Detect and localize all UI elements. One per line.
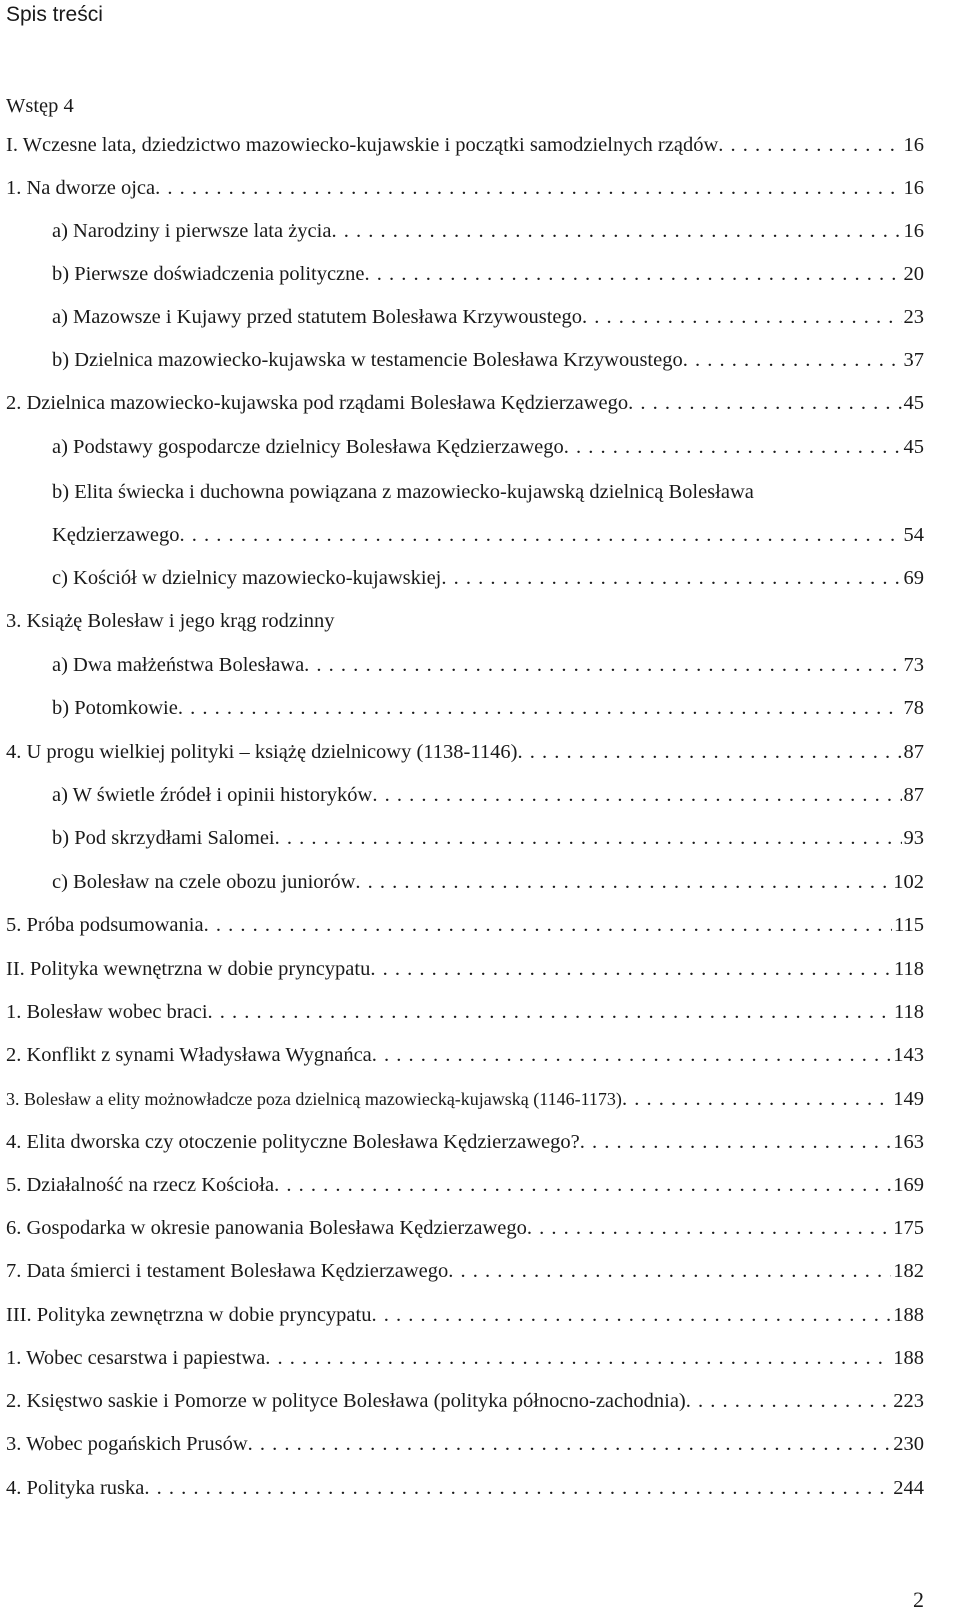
toc-entry-text: a) Podstawy gospodarcze dzielnicy Bolesława Kędzierzawego xyxy=(52,436,564,458)
toc-dot-leader xyxy=(265,1343,891,1373)
toc-entry xyxy=(6,1429,924,1459)
toc-entry-text: 2. Księstwo saskie i Pomorze w polityce Bolesława (polityka północno-zachodnia) xyxy=(6,1390,686,1412)
toc-entry-text: 4. Polityka ruska xyxy=(6,1477,145,1499)
toc-dot-leader xyxy=(686,1386,891,1416)
toc-entry-text: II. Polityka wewnętrzna w dobie pryncypatu xyxy=(6,958,371,980)
toc-entry-page: 118 xyxy=(894,1001,924,1023)
toc-dot-leader xyxy=(365,259,902,289)
toc-entry-intro: Wstęp 4 xyxy=(6,95,74,117)
toc-entry xyxy=(52,520,924,550)
toc-entry-text: 3. Bolesław a elity możnowładcze poza dzielnicą mazowiecką-kujawską (1146-1173) xyxy=(6,1089,622,1109)
toc-entry xyxy=(6,1473,924,1503)
toc-dot-leader xyxy=(683,345,902,375)
toc-entry-page: 87 xyxy=(903,784,924,806)
toc-entry-page: 73 xyxy=(903,654,924,676)
toc-entry-text: c) Bolesław na czele obozu juniorów xyxy=(52,871,356,893)
toc-entry-text: a) Mazowsze i Kujawy przed statutem Bolesława Krzywoustego xyxy=(52,306,582,328)
toc-dot-leader xyxy=(248,1429,892,1459)
toc-dot-leader xyxy=(564,432,902,462)
toc-entry xyxy=(6,737,924,767)
toc-entry-page: 230 xyxy=(893,1433,924,1455)
toc-entry-page: 20 xyxy=(903,263,924,285)
toc-entry-page: 102 xyxy=(893,871,924,893)
toc-entry xyxy=(6,1386,924,1416)
toc-entry-page: 143 xyxy=(893,1044,924,1066)
toc-entry-text: 2. Konflikt z synami Władysława Wygnańca xyxy=(6,1044,372,1066)
toc-entry xyxy=(6,606,924,636)
toc-entry-text: c) Kościół w dzielnicy mazowiecko-kujawskiej xyxy=(52,567,442,589)
toc-dot-leader xyxy=(448,1256,891,1286)
toc-dot-leader xyxy=(372,1040,891,1070)
toc-dot-leader xyxy=(155,173,901,203)
toc-entry xyxy=(52,432,924,462)
toc-dot-leader xyxy=(527,1213,891,1243)
toc-dot-leader xyxy=(372,780,901,810)
toc-entry xyxy=(6,1040,924,1070)
toc-entry-page: 188 xyxy=(893,1304,924,1326)
toc-entry-page: 175 xyxy=(893,1217,924,1239)
toc-entry xyxy=(52,302,924,332)
toc-entry xyxy=(52,823,924,853)
toc-entry-page: 163 xyxy=(893,1131,924,1153)
toc-entry xyxy=(52,345,924,375)
toc-entry-text: III. Polityka zewnętrzna w dobie pryncypatu xyxy=(6,1304,372,1326)
toc-entry-text: Kędzierzawego xyxy=(52,524,180,546)
toc-entry-text: b) Dzielnica mazowiecko-kujawska w testamencie Bolesława Krzywoustego xyxy=(52,349,683,371)
toc-dot-leader xyxy=(622,1084,891,1114)
toc-entry-page: 93 xyxy=(903,827,924,849)
toc-entry-text: a) Narodziny i pierwsze lata życia xyxy=(52,220,332,242)
toc-entry xyxy=(6,997,924,1027)
toc-dot-leader xyxy=(441,563,901,593)
toc-entry-text: 5. Próba podsumowania xyxy=(6,914,204,936)
toc-entry-text-line1: b) Elita świecka i duchowna powiązana z mazowiecko-kujawską dzielnicą Bolesława xyxy=(52,481,754,503)
toc-dot-leader xyxy=(370,954,892,984)
toc-entry-page: 169 xyxy=(893,1174,924,1196)
toc-entry-page: 78 xyxy=(903,697,924,719)
toc-dot-leader xyxy=(628,388,901,418)
toc-dot-leader xyxy=(355,867,891,897)
toc-entry-page: 182 xyxy=(893,1260,924,1282)
toc-entry xyxy=(6,1343,924,1373)
toc-dot-leader xyxy=(204,910,892,940)
toc-entry-text: 6. Gospodarka w okresie panowania Bolesława Kędzierzawego xyxy=(6,1217,527,1239)
toc-entry-text: 4. Elita dworska czy otoczenie polityczne Bolesława Kędzierzawego? xyxy=(6,1131,580,1153)
toc-entry-page: 244 xyxy=(893,1477,924,1499)
toc-entry-page: 37 xyxy=(903,349,924,371)
toc-entry-text: 7. Data śmierci i testament Bolesława Kędzierzawego xyxy=(6,1260,449,1282)
toc-entry-text: 1. Na dworze ojca xyxy=(6,177,156,199)
toc-entry-text: 5. Działalność na rzecz Kościoła xyxy=(6,1174,275,1196)
toc-entry-text: b) Potomkowie xyxy=(52,697,178,719)
toc-entry-text: 2. Dzielnica mazowiecko-kujawska pod rządami Bolesława Kędzierzawego xyxy=(6,392,629,414)
toc-entry xyxy=(6,1300,924,1330)
toc-entry xyxy=(6,173,924,203)
toc-dot-leader xyxy=(178,693,902,723)
toc-entry-page: 223 xyxy=(893,1390,924,1412)
toc-entry-page: 23 xyxy=(903,306,924,328)
toc-dot-leader xyxy=(517,737,901,767)
toc-entry-page: 16 xyxy=(903,134,924,156)
toc-dot-leader xyxy=(275,823,902,853)
toc-dot-leader xyxy=(304,650,901,680)
toc-entry-page: 54 xyxy=(903,524,924,546)
toc-dot-leader xyxy=(580,1127,892,1157)
toc-entry-page: 45 xyxy=(903,436,924,458)
toc-entry-text: b) Pod skrzydłami Salomei xyxy=(52,827,275,849)
toc-dot-leader xyxy=(208,997,892,1027)
toc-entry xyxy=(6,1084,924,1114)
toc-entry xyxy=(6,1256,924,1286)
toc-entry-text: 1. Bolesław wobec braci xyxy=(6,1001,208,1023)
toc-dot-leader xyxy=(582,302,902,332)
toc-entry xyxy=(6,388,924,418)
toc-entry-text: I. Wczesne lata, dziedzictwo mazowiecko-kujawskie i początki samodzielnych rządów xyxy=(6,134,719,156)
page-title: Spis treści xyxy=(6,3,103,26)
toc-dot-leader xyxy=(274,1170,891,1200)
toc-entry-text: a) Dwa małżeństwa Bolesława xyxy=(52,654,305,676)
toc-entry-text: 3. Książę Bolesław i jego krąg rodzinny xyxy=(6,610,335,632)
toc-entry-text: b) Pierwsze doświadczenia polityczne xyxy=(52,263,365,285)
toc-entry-page: 115 xyxy=(894,914,924,936)
toc-dot-leader xyxy=(371,1300,891,1330)
toc-entry xyxy=(6,1127,924,1157)
toc-entry xyxy=(52,650,924,680)
toc-entry-page: 118 xyxy=(894,958,924,980)
toc-entry-page: 188 xyxy=(893,1347,924,1369)
toc-entry xyxy=(6,130,924,160)
toc-entry-page: 69 xyxy=(903,567,924,589)
toc-entry-page: 16 xyxy=(903,220,924,242)
toc-entry xyxy=(6,910,924,940)
toc-dot-leader xyxy=(718,130,901,160)
toc-entry-text: 3. Wobec pogańskich Prusów xyxy=(6,1433,248,1455)
toc-dot-leader xyxy=(331,216,901,246)
toc-dot-leader xyxy=(144,1473,891,1503)
toc-entry-page: 149 xyxy=(893,1088,924,1110)
toc-entry-text: 1. Wobec cesarstwa i papiestwa xyxy=(6,1347,266,1369)
toc-entry xyxy=(52,259,924,289)
toc-entry-text: 4. U progu wielkiej polityki – książę dzielnicowy (1138-1146) xyxy=(6,741,518,763)
toc-dot-leader xyxy=(179,520,901,550)
toc-entry xyxy=(6,1170,924,1200)
toc-entry xyxy=(52,216,924,246)
toc-entry xyxy=(6,954,924,984)
toc-entry-text: a) W świetle źródeł i opinii historyków xyxy=(52,784,373,806)
toc-entry-page: 45 xyxy=(903,392,924,414)
toc-entry xyxy=(52,563,924,593)
page-number: 2 xyxy=(913,1587,924,1612)
toc-entry xyxy=(52,693,924,723)
toc-entry-page: 16 xyxy=(903,177,924,199)
toc-entry xyxy=(52,867,924,897)
toc-entry xyxy=(6,1213,924,1243)
toc-entry xyxy=(52,780,924,810)
toc-entry-page: 87 xyxy=(903,741,924,763)
